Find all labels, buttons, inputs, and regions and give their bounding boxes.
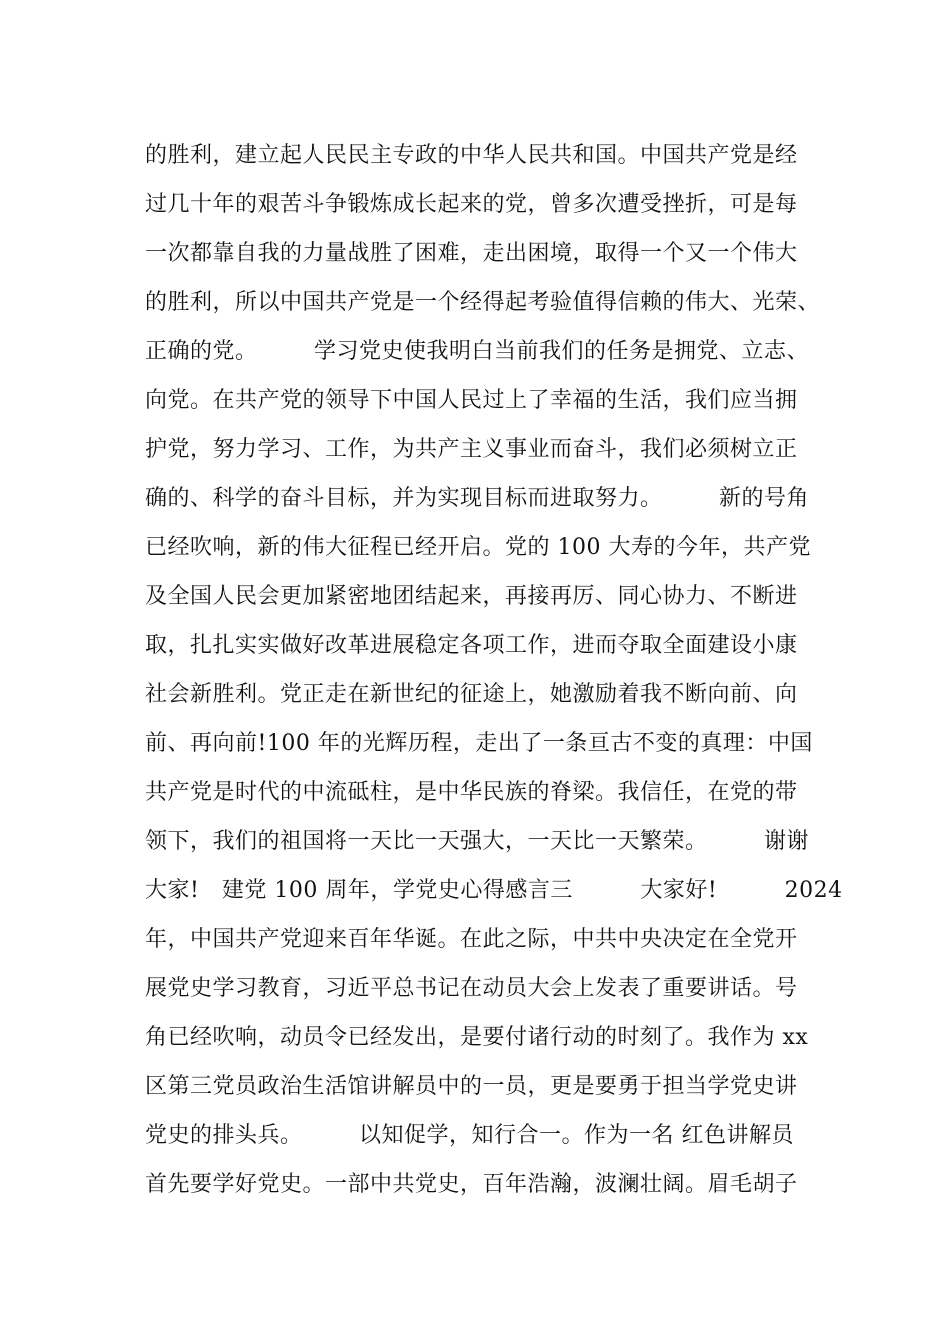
text-line: 及全国人民会更加紧密地团结起来，再接再厉、同心协力、不断进 (145, 584, 798, 609)
text-line: 前、再向前!100 年的光辉历程，走出了一条亘古不变的真理：中国 (145, 731, 813, 756)
text-line: 领下，我们的祖国将一天比一天强大，一天比一天繁荣。 谢谢 (145, 829, 810, 854)
text-line: 首先要学好党史。一部中共党史，百年浩瀚，波澜壮阔。眉毛胡子 (145, 1172, 798, 1197)
text-line: 大家! 建党 100 周年，学党史心得感言三 大家好! 2024 (145, 878, 843, 903)
text-line: 过几十年的艰苦斗争锻炼成长起来的党，曾多次遭受挫折，可是每 (145, 192, 798, 217)
text-line: 向党。在共产党的领导下中国人民过上了幸福的生活，我们应当拥 (145, 388, 798, 413)
text-line: 党史的排头兵。 以知促学，知行合一。作为一名 红色讲解员 (145, 1123, 794, 1148)
text-line: 取，扎扎实实做好改革进展稳定各项工作，进而夺取全面建设小康 (145, 633, 798, 658)
text-line: 展党史学习教育，习近平总书记在动员大会上发表了重要讲话。号 (145, 976, 798, 1001)
text-line: 一次都靠自我的力量战胜了困难，走出困境，取得一个又一个伟大 (145, 241, 798, 266)
text-line: 社会新胜利。党正走在新世纪的征途上，她激励着我不断向前、向 (145, 682, 798, 707)
text-line: 共产党是时代的中流砥柱，是中华民族的脊梁。我信任，在党的带 (145, 780, 798, 805)
text-line: 护党，努力学习、工作，为共产主义事业而奋斗，我们必须树立正 (145, 437, 798, 462)
text-line: 的胜利，所以中国共产党是一个经得起考验值得信赖的伟大、光荣、 (145, 290, 821, 315)
text-line: 正确的党。 学习党史使我明白当前我们的任务是拥党、立志、 (145, 339, 810, 364)
text-line: 的胜利，建立起人民民主专政的中华人民共和国。中国共产党是经 (145, 143, 798, 168)
text-line: 年，中国共产党迎来百年华诞。在此之际，中共中央决定在全党开 (145, 927, 798, 952)
text-line: 区第三党员政治生活馆讲解员中的一员，更是要勇于担当学党史讲 (145, 1074, 798, 1099)
text-line: 已经吹响，新的伟大征程已经开启。党的 100 大寿的今年，共产党 (145, 535, 811, 560)
body-text (145, 131, 845, 1209)
text-line: 确的、科学的奋斗目标，并为实现目标而进取努力。 新的号角 (145, 486, 810, 511)
text-line: 角已经吹响，动员令已经发出，是要付诸行动的时刻了。我作为 xx (145, 1025, 809, 1050)
